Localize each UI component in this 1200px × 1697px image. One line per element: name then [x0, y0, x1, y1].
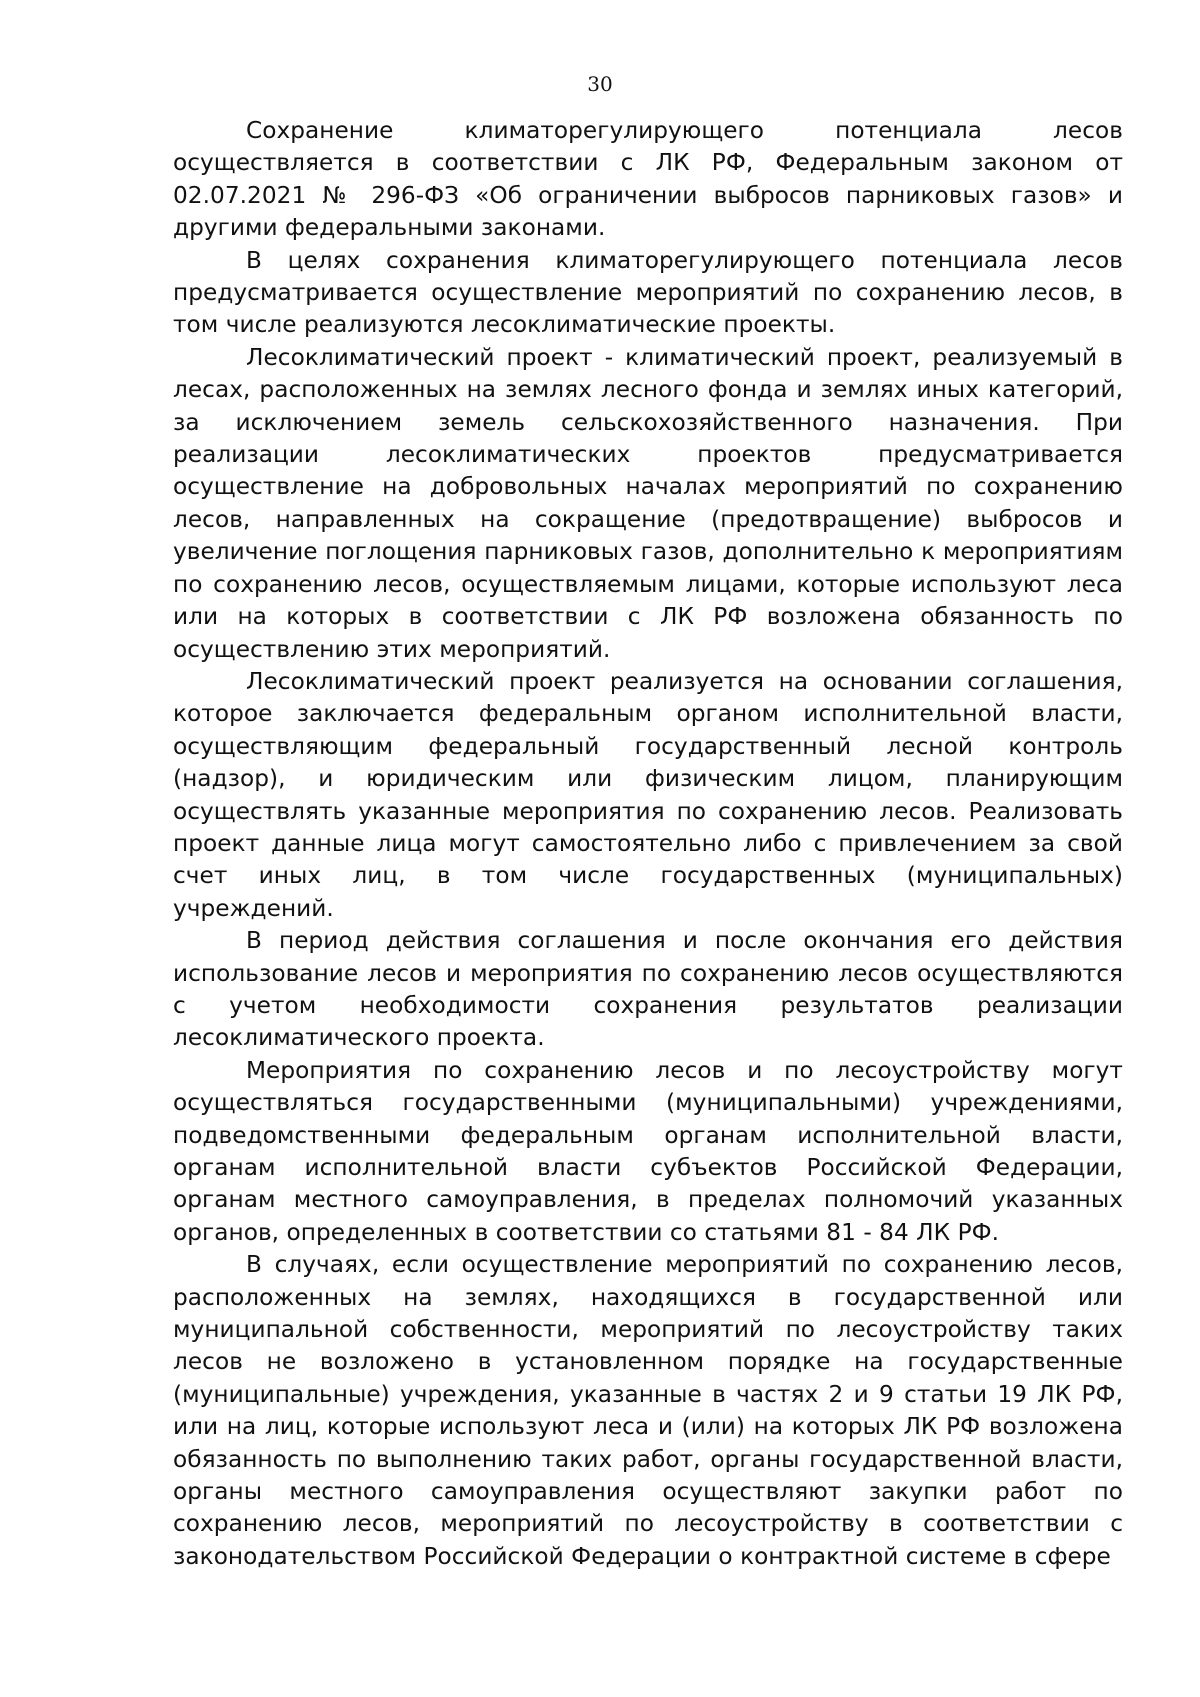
paragraph-project-definition: Лесоклиматический проект - климатический проект, реализуемый в лесах, расположенных на землях лесного фонда и землях иных категорий, за исключением земель сельскохозяйственного назначения. При реализации лесоклиматических проектов предусматривается осуществление на добровольных началах мероприятий по сохранению лесов, направленных на сокращение (предотвращение) выбросов и увеличение поглощения парниковых газов, дополнительно к мероприятиям по сохранению лесов, осуществляемым лицами, которые используют леса или на которых в соответствии с ЛК РФ возложена обязанность по осуществлению этих мероприятий. [173, 343, 1123, 663]
paragraph-institutions: Мероприятия по сохранению лесов и по лесоустройству могут осуществляться государственными (муниципальными) учреждениями, подведомственными федеральным органам исполнительной власти, органам исполнительной власти субъектов Российской Федерации, органам местного самоуправления, в пределах полномочий указанных органов, определенных в соответствии со статьями 81 - 84 ЛК РФ. [173, 1056, 1123, 1246]
paragraph-agreement-period: В период действия соглашения и после окончания его действия использование лесов и мероприятия по сохранению лесов осуществляются с учетом необходимости сохранения результатов реализации лесоклиматического проекта. [173, 927, 1123, 1052]
paragraph-agreement: Лесоклиматический проект реализуется на основании соглашения, которое заключается федеральным органом исполнительной власти, осуществляющим федеральный государственный лесной контроль (надзор), и юридическим или физическим лицом, планирующим осуществлять указанные мероприятия по сохранению лесов. Реализовать проект данные лица могут самостоятельно либо с привлечением за свой счет иных лиц, в том числе государственных (муниципальных) учреждений. [173, 667, 1123, 922]
paragraph-climate-potential: Сохранение климаторегулирующего потенциала лесов осуществляется в соответствии с ЛК РФ, Федеральным законом от 02.07.2021 № 296-ФЗ «Об ограничении выбросов парниковых газов» и другими федеральными законами. [173, 117, 1123, 242]
page-number: 30 [587, 72, 613, 96]
paragraph-forest-climate-projects: В целях сохранения климаторегулирующего потенциала лесов предусматривается осуществление мероприятий по сохранению лесов, в том числе реализуются лесоклиматические проекты. [173, 246, 1123, 339]
document-body [173, 115, 1123, 1573]
paragraph-procurement: В случаях, если осуществление мероприятий по сохранению лесов, расположенных на землях, находящихся в государственной или муниципальной собственности, мероприятий по лесоустройству таких лесов не возложено в установленном порядке на государственные (муниципальные) учреждения, указанные в частях 2 и 9 статьи 19 ЛК РФ, или на лиц, которые используют леса и (или) на которых ЛК РФ возложена обязанность по выполнению таких работ, органы государственной власти, органы местного самоуправления осуществляют закупки работ по сохранению лесов, мероприятий по лесоустройству в соответствии с законодательством Российской Федерации о контрактной системе в сфере [173, 1251, 1123, 1570]
